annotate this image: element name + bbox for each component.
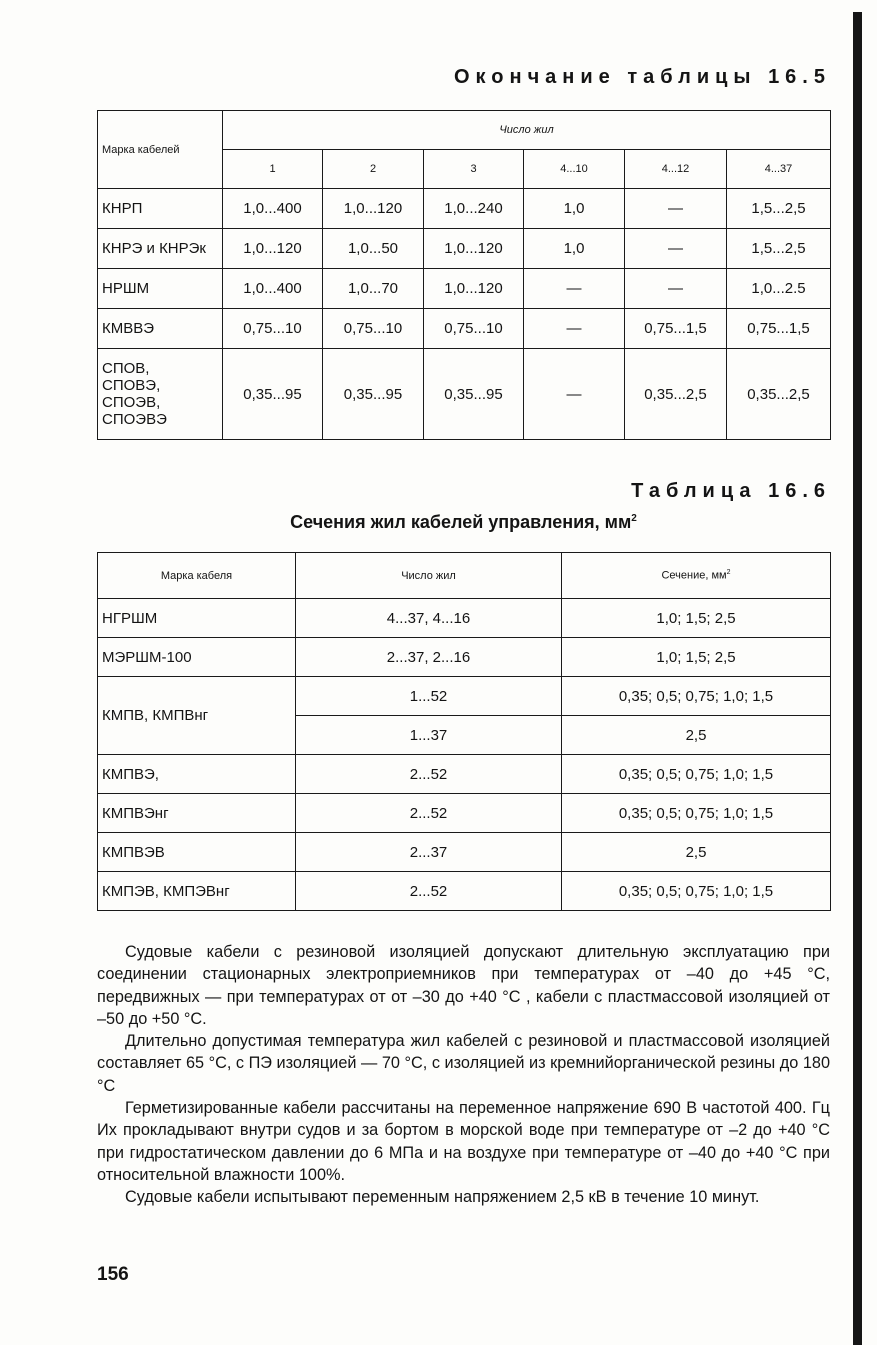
table-cell: 1,0...50	[323, 229, 424, 269]
table-cell: 0,75...1,5	[625, 309, 727, 349]
table-cell: —	[625, 269, 727, 309]
header-core-col: 1	[223, 150, 323, 189]
core-count: 2...52	[296, 794, 562, 833]
table-cell: 1,0...120	[424, 229, 524, 269]
table-cell: —	[524, 349, 625, 440]
cross-section: 2,5	[562, 716, 831, 755]
core-count: 2...52	[296, 872, 562, 911]
table-row	[98, 309, 831, 349]
table-row	[98, 677, 831, 716]
cable-brand: КНРП	[98, 189, 223, 229]
table-cell: —	[625, 189, 727, 229]
page-number: 156	[97, 1264, 129, 1285]
cable-brand-line: СПОЭВ,	[102, 394, 161, 411]
table-row	[98, 638, 831, 677]
cross-section: 0,35; 0,5; 0,75; 1,0; 1,5	[562, 677, 831, 716]
header-section	[562, 553, 831, 599]
cable-brand: КМВВЭ	[98, 309, 223, 349]
table-row	[98, 794, 831, 833]
core-count: 2...37, 2...16	[296, 638, 562, 677]
table-cell: 1,5...2,5	[727, 229, 831, 269]
table-row	[98, 755, 831, 794]
header-cores: Число жил	[223, 111, 831, 150]
body-paragraph: Длительно допустимая температура жил кабелей с резиновой и пластмассовой изоляцией составляет 65 °С, с ПЭ изоляцией — 70 °С, с изоляцией из кремнийорганической резины до 180 °С	[97, 1032, 830, 1095]
table-cell: 0,35...95	[424, 349, 524, 440]
table-cell: 1,0	[524, 229, 625, 269]
cable-brand-line: СПОВЭ,	[102, 377, 161, 394]
table-16-6-caption: Таблица 16.6	[631, 480, 831, 502]
table-cell: —	[524, 269, 625, 309]
table-cell: 1,0	[524, 189, 625, 229]
table-cell: 0,75...1,5	[727, 309, 831, 349]
core-count: 4...37, 4...16	[296, 599, 562, 638]
core-count: 1...37	[296, 716, 562, 755]
table-cell: 1,0...120	[323, 189, 424, 229]
table-cell: 1,0...120	[223, 229, 323, 269]
table-cell: 0,35...2,5	[625, 349, 727, 440]
cable-brand: КМПЭВ, КМПЭВнг	[98, 872, 296, 911]
cross-section: 1,0; 1,5; 2,5	[562, 638, 831, 677]
table-row	[98, 599, 831, 638]
table-cell: 1,0...400	[223, 269, 323, 309]
header-core-col: 3	[424, 150, 524, 189]
cable-brand: НГРШМ	[98, 599, 296, 638]
table-16-6	[97, 552, 831, 911]
table-cell: 0,35...95	[223, 349, 323, 440]
table-cell: 1,0...400	[223, 189, 323, 229]
cable-brand: НРШМ	[98, 269, 223, 309]
header-section-text: Сечение, мм	[661, 569, 727, 582]
core-count: 2...37	[296, 833, 562, 872]
table-cell: —	[524, 309, 625, 349]
cable-brand: КМПВЭнг	[98, 794, 296, 833]
header-core-col: 4...10	[524, 150, 625, 189]
table-cell: 1,0...70	[323, 269, 424, 309]
cable-brand	[98, 349, 223, 440]
cable-brand: КМПВЭВ	[98, 833, 296, 872]
core-count: 1...52	[296, 677, 562, 716]
table-cell: 1,0...120	[424, 269, 524, 309]
table-cell: 1,5...2,5	[727, 189, 831, 229]
table-16-5-caption: Окончание таблицы 16.5	[453, 66, 831, 88]
cable-brand: КНРЭ и КНРЭк	[98, 229, 223, 269]
cable-brand-line: СПОЭВЭ	[102, 411, 167, 428]
table-cell: 1,0...2.5	[727, 269, 831, 309]
header-core-col: 4...12	[625, 150, 727, 189]
table-16-5	[97, 110, 831, 440]
table-cell: 0,75...10	[424, 309, 524, 349]
table-row	[98, 349, 831, 440]
table-row	[98, 269, 831, 309]
page-edge-shadow	[853, 12, 862, 1345]
cross-section: 1,0; 1,5; 2,5	[562, 599, 831, 638]
table-cell: 0,35...2,5	[727, 349, 831, 440]
header-core-col: 4...37	[727, 150, 831, 189]
body-paragraph: Судовые кабели с резиновой изоляцией допускают длительную эксплуатацию при соединении стационарных электроприемников при температурах от –40 до +45 °С, передвижных — при температурах от от –30 до +40 °С , кабели с пластмассовой изоляцией от –50 до +50 °С.	[97, 943, 830, 1028]
cross-section: 0,35; 0,5; 0,75; 1,0; 1,5	[562, 872, 831, 911]
cross-section: 0,35; 0,5; 0,75; 1,0; 1,5	[562, 755, 831, 794]
header-brand: Марка кабеля	[98, 553, 296, 599]
header-section-superscript: 2	[726, 569, 731, 577]
table-16-6-title	[97, 512, 830, 533]
body-paragraph: Судовые кабели испытывают переменным напряжением 2,5 кВ в течение 10 минут.	[125, 1188, 760, 1206]
cross-section: 2,5	[562, 833, 831, 872]
table-cell: —	[625, 229, 727, 269]
header-cores: Число жил	[296, 553, 562, 599]
cable-brand: МЭРШМ-100	[98, 638, 296, 677]
table-row	[98, 229, 831, 269]
table-title-superscript: 2	[631, 513, 637, 524]
core-count: 2...52	[296, 755, 562, 794]
table-cell: 0,75...10	[223, 309, 323, 349]
table-row	[98, 189, 831, 229]
table-cell: 1,0...240	[424, 189, 524, 229]
header-brand: Марка кабелей	[98, 111, 223, 189]
cable-brand: КМПВ, КМПВнг	[98, 677, 296, 755]
table-cell: 0,75...10	[323, 309, 424, 349]
cross-section: 0,35; 0,5; 0,75; 1,0; 1,5	[562, 794, 831, 833]
header-core-col: 2	[323, 150, 424, 189]
table-row	[98, 872, 831, 911]
table-row	[98, 833, 831, 872]
cable-brand-line: СПОВ,	[102, 360, 150, 377]
body-paragraph: Герметизированные кабели рассчитаны на переменное напряжение 690 В частотой 400. Гц Их прокладывают внутри судов и за бортом в морской воде при температуре от –2 до +40 °С при гидростатическом давлении до 6 МПа и на воздухе при температуре от –40 до +40 °С при относительной влажности 100%.	[97, 1099, 830, 1184]
cable-brand: КМПВЭ,	[98, 755, 296, 794]
table-title-text: Сечения жил кабелей управления, мм	[290, 512, 632, 532]
table-cell: 0,35...95	[323, 349, 424, 440]
